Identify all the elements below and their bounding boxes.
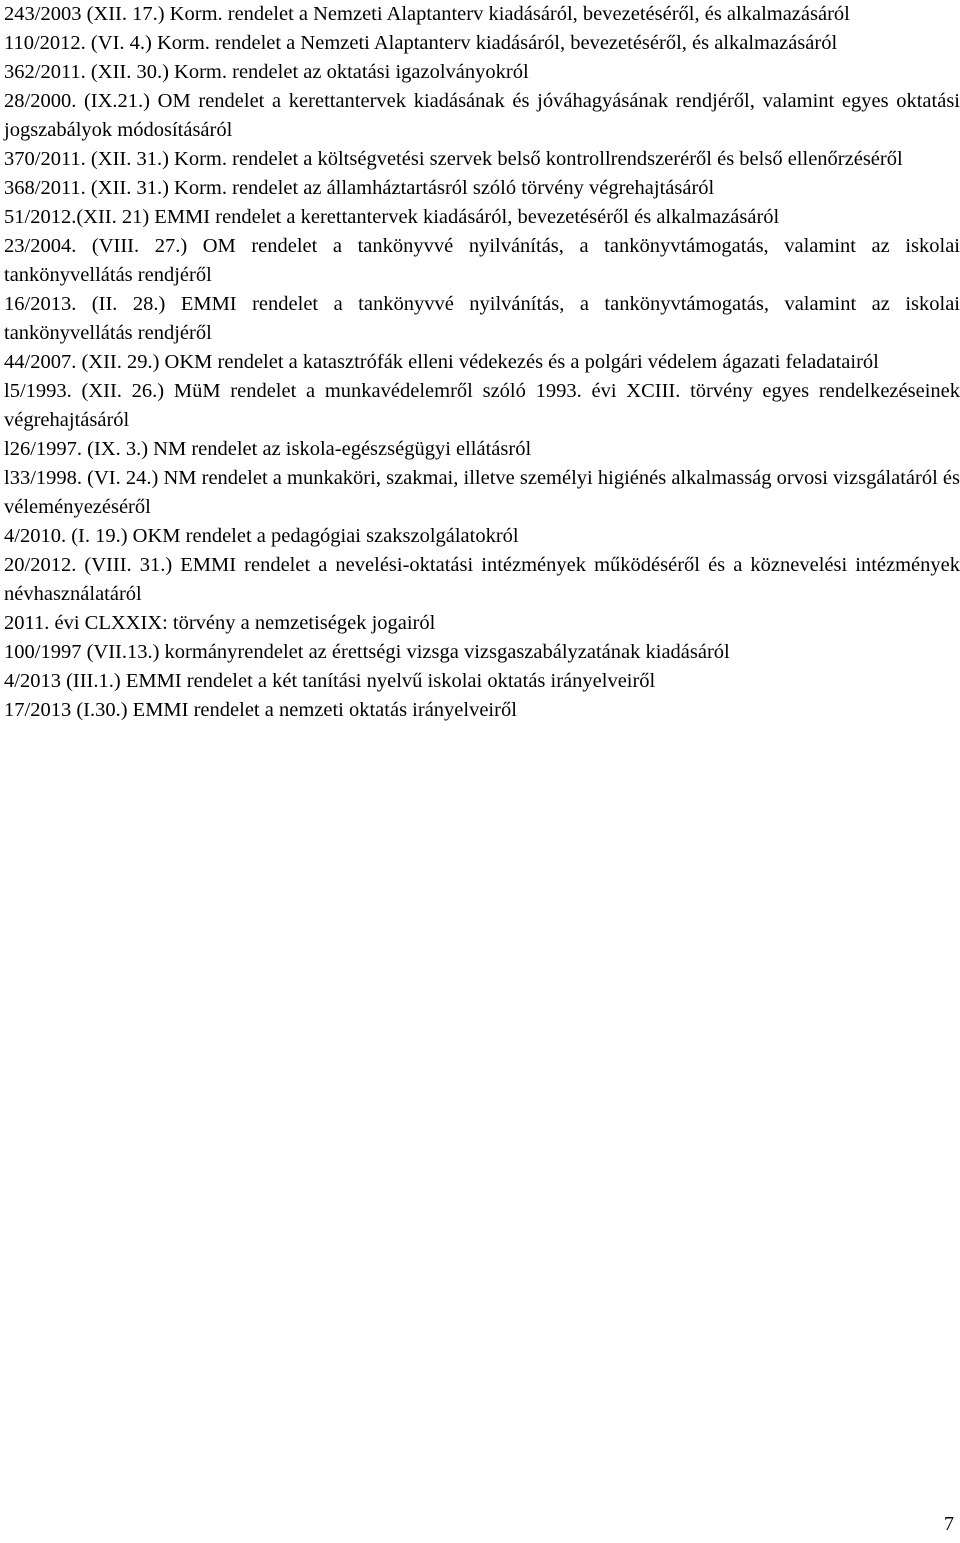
regulation-entry: 2011. évi CLXXIX: törvény a nemzetiségek jogairól <box>4 612 436 634</box>
regulation-entry: 4/2010. (I. 19.) OKM rendelet a pedagógiai szakszolgálatokról <box>4 525 519 547</box>
regulation-entry: 20/2012. (VIII. 31.) EMMI rendelet a nevelési-oktatási intézmények működéséről és a köznevelési intézmények névhasználatáról <box>4 554 960 605</box>
regulation-entry: 51/2012.(XII. 21) EMMI rendelet a kerettantervek kiadásáról, bevezetéséről és alkalmazásáról <box>4 206 780 228</box>
regulation-entry: 23/2004. (VIII. 27.) OM rendelet a tankönyvvé nyilvánítás, a tankönyvtámogatás, valamint az iskolai tankönyvellátás rendjéről <box>4 235 960 286</box>
regulation-entry: 110/2012. (VI. 4.) Korm. rendelet a Nemzeti Alaptanterv kiadásáról, bevezetéséről, és alkalmazásáról <box>4 32 838 54</box>
regulation-entry: 362/2011. (XII. 30.) Korm. rendelet az oktatási igazolványokról <box>4 61 529 83</box>
regulation-entry: l26/1997. (IX. 3.) NM rendelet az iskola-egészségügyi ellátásról <box>4 438 532 460</box>
page-number: 7 <box>944 1513 954 1535</box>
regulation-entry: 368/2011. (XII. 31.) Korm. rendelet az államháztartásról szóló törvény végrehajtásáról <box>4 177 715 199</box>
regulation-entry: l5/1993. (XII. 26.) MüM rendelet a munkavédelemről szóló 1993. évi XCIII. törvény egyes rendelkezéseinek végrehajtásáról <box>4 380 960 431</box>
regulation-entry: 44/2007. (XII. 29.) OKM rendelet a katasztrófák elleni védekezés és a polgári védelem ágazati feladatairól <box>4 351 879 373</box>
regulation-entry: 243/2003 (XII. 17.) Korm. rendelet a Nemzeti Alaptanterv kiadásáról, bevezetéséről, és alkalmazásáról <box>4 3 850 25</box>
regulation-entry: l33/1998. (VI. 24.) NM rendelet a munkaköri, szakmai, illetve személyi higiénés alkalmasság orvosi vizsgálatáról és véleményezéséről <box>4 467 960 518</box>
regulation-list <box>4 0 960 725</box>
regulation-entry: 4/2013 (III.1.) EMMI rendelet a két tanítási nyelvű iskolai oktatás irányelveiről <box>4 670 656 692</box>
regulation-entry: 100/1997 (VII.13.) kormányrendelet az érettségi vizsga vizsgaszabályzatának kiadásáról <box>4 641 730 663</box>
regulation-entry: 28/2000. (IX.21.) OM rendelet a kerettantervek kiadásának és jóváhagyásának rendjéről, valamint egyes oktatási jogszabályok módosításáról <box>4 90 960 141</box>
regulation-entry: 16/2013. (II. 28.) EMMI rendelet a tankönyvvé nyilvánítás, a tankönyvtámogatás, valamint az iskolai tankönyvellátás rendjéről <box>4 293 960 344</box>
regulation-entry: 17/2013 (I.30.) EMMI rendelet a nemzeti oktatás irányelveiről <box>4 699 517 721</box>
regulation-entry: 370/2011. (XII. 31.) Korm. rendelet a költségvetési szervek belső kontrollrendszeréről és belső ellenőrzéséről <box>4 148 903 170</box>
